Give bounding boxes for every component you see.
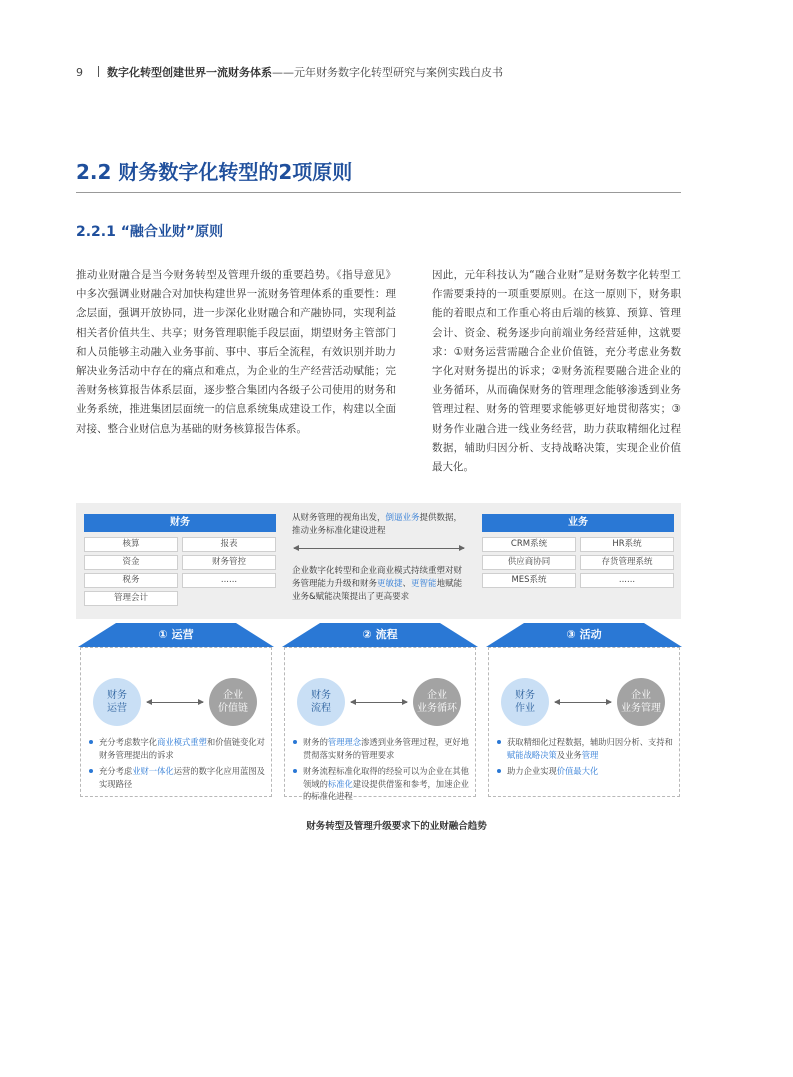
bullet-item bbox=[291, 765, 475, 803]
right-circle bbox=[209, 678, 257, 726]
double-arrow bbox=[555, 702, 611, 703]
bullet-text: 及业务 bbox=[556, 749, 582, 760]
header-title-bold: 数字化转型创建世界一流财务体系 bbox=[107, 66, 272, 79]
panel-body bbox=[80, 647, 272, 797]
panel-activity bbox=[486, 623, 682, 797]
bullet-highlight: 价值最大化 bbox=[556, 766, 599, 776]
bullet-item bbox=[291, 736, 475, 761]
bullet-highlight: 标准化 bbox=[327, 778, 353, 789]
finance-item: 报表 bbox=[182, 537, 276, 552]
bullet-list bbox=[87, 736, 271, 794]
bottom-flow-text-e: 地赋能业务&赋能决策提出了更高要求 bbox=[292, 579, 463, 602]
left-circle bbox=[501, 678, 549, 726]
top-flow-text-c: 提供数据，推动业务标准化建设进程 bbox=[292, 513, 463, 536]
circle-line: 作业 bbox=[515, 703, 535, 714]
bullet-text: 财务的 bbox=[303, 737, 328, 747]
right-circle bbox=[413, 678, 461, 726]
bullet-highlight: 管理 bbox=[581, 749, 599, 760]
panel-header-label: ② 流程 bbox=[362, 628, 398, 641]
bullet-text: 建设提供借鉴和参考，加速企业的标准化进程 bbox=[303, 778, 469, 801]
bullet-highlight: 管理理念 bbox=[327, 737, 362, 747]
page-number: 9 bbox=[76, 66, 83, 79]
bullet-item bbox=[495, 736, 679, 761]
left-circle bbox=[93, 678, 141, 726]
double-arrow bbox=[351, 702, 407, 703]
left-circle bbox=[297, 678, 345, 726]
circle-line: 价值链 bbox=[218, 703, 248, 714]
bullet-item bbox=[87, 736, 271, 761]
bullet-text: 充分考虑数字化 bbox=[99, 737, 158, 747]
circle-line: 财务 bbox=[107, 690, 127, 701]
section-rule bbox=[76, 192, 681, 193]
section-title: 2.2 财务数字化转型的2项原则 bbox=[76, 160, 353, 184]
top-flow-text bbox=[292, 512, 470, 538]
bullet-text: 运营的数字化应用蓝图及实现路径 bbox=[99, 766, 265, 789]
business-item: MES系统 bbox=[482, 573, 576, 588]
panel-header-label: ③ 活动 bbox=[566, 628, 602, 641]
bullet-highlight: 业财一体化 bbox=[132, 766, 174, 776]
double-arrow bbox=[147, 702, 203, 703]
header-divider bbox=[98, 66, 99, 77]
bottom-flow-text-highlight-2: 更智能 bbox=[411, 579, 437, 589]
circle-line: 财务 bbox=[515, 690, 535, 701]
bottom-flow-text-a: 企业数字化转型和企业商业模式持续重塑对财务管理能力升级和财务 bbox=[292, 566, 463, 589]
bullet-list bbox=[495, 736, 679, 782]
bullet-text: 助力企业实现 bbox=[507, 766, 557, 776]
figure-top-panel bbox=[76, 503, 681, 619]
circle-line: 业务管理 bbox=[621, 703, 661, 714]
bottom-flow-text bbox=[292, 565, 470, 604]
circle-line: 财务 bbox=[311, 690, 331, 701]
bullet-item bbox=[87, 765, 271, 790]
panel-process bbox=[282, 623, 478, 801]
bullet-item bbox=[495, 765, 679, 778]
bullet-highlight: 赋能战略决策 bbox=[507, 749, 557, 760]
panel-body bbox=[284, 647, 476, 801]
finance-item: ...... bbox=[182, 573, 276, 588]
bullet-text: 充分考虑 bbox=[99, 766, 133, 776]
finance-item: 核算 bbox=[84, 537, 178, 552]
circle-line: 企业 bbox=[223, 690, 243, 701]
panel-body bbox=[488, 647, 680, 797]
running-header bbox=[76, 64, 503, 80]
figure-caption: 财务转型及管理升级要求下的业财融合趋势 bbox=[306, 821, 487, 832]
body-paragraph-left: 推动业财融合是当今财务转型及管理升级的重要趋势。《指导意见》中多次强调业财融合对加快构建世界一流财务管理体系的重要性：理念层面，强调开放协同，进一步深化业财融合和产融协同，实现利益相关者价值共生、共享；财务管理职能手段层面，期望财务主管部门和人员能够主动融入业务事前、事中、事后全流程，有效识别并助力解决业务活动中存在的痛点和难点，为企业的生产经营活动赋能；完善财务核算报告体系层面，逐步整合集团内各级子公司使用的财务和业务系统，推进集团层面统一的信息系统集成建设工作，构建以全面对接、整合业财信息为基础的财务核算报告体系。 bbox=[76, 269, 396, 435]
body-paragraph-right: 因此，元年科技认为“融合业财”是财务数字化转型工作需要秉持的一项重要原则。在这一原则下，财务职能的着眼点和工作重心将由后端的核算、预算、管理会计、资金、税务逐步向前端业务经营延伸，这就要求：①财务运营需融合企业价值链，充分考虑业务数字化对财务提出的诉求；②财务流程要融合进企业的业务循环，从而确保财务的管理理念能够渗透到业务管理过程、财务的管理要求能够更好地贯彻落实；③财务作业融合进一线业务经营，助力获取精细化过程数据，辅助归因分析、支持战略决策，实现企业价值最大化。 bbox=[432, 269, 681, 474]
business-item: 存货管理系统 bbox=[580, 555, 674, 570]
business-item: 供应商协同 bbox=[482, 555, 576, 570]
bullet-text: 渗透到业务管理过程，更好地贯彻落实财务的管理要求 bbox=[303, 737, 469, 760]
circle-line: 企业 bbox=[631, 690, 651, 701]
top-flow-text-a: 从财务管理的视角出发， bbox=[292, 513, 386, 523]
circle-line: 流程 bbox=[311, 703, 331, 714]
circle-line: 业务循环 bbox=[417, 703, 457, 714]
finance-header: 财务 bbox=[84, 514, 276, 532]
business-item: ...... bbox=[580, 573, 674, 588]
circle-line: 运营 bbox=[107, 703, 127, 714]
bottom-flow-text-highlight-1: 更敏捷 bbox=[377, 579, 403, 589]
panel-header-label: ① 运营 bbox=[158, 628, 194, 641]
double-arrow bbox=[294, 548, 464, 549]
top-flow-text-highlight: 倒逼业务 bbox=[385, 513, 420, 523]
header-title-rest: ——元年财务数字化转型研究与案例实践白皮书 bbox=[272, 66, 503, 79]
business-item: CRM系统 bbox=[482, 537, 576, 552]
bullet-text: 和价值链变化对财务管理提出的诉求 bbox=[99, 737, 265, 760]
finance-item: 财务管控 bbox=[182, 555, 276, 570]
circle-line: 企业 bbox=[427, 690, 447, 701]
business-header: 业务 bbox=[482, 514, 674, 532]
finance-item: 管理会计 bbox=[84, 591, 178, 606]
right-circle bbox=[617, 678, 665, 726]
bullet-text: 财务流程标准化取得的经验可以为企业在其他领域的 bbox=[303, 766, 469, 789]
bullet-list bbox=[291, 736, 475, 807]
finance-item: 资金 bbox=[84, 555, 178, 570]
subsection-title: 2.2.1 “融合业财”原则 bbox=[76, 224, 224, 240]
business-item: HR系统 bbox=[580, 537, 674, 552]
bottom-flow-text-sep: 、 bbox=[402, 579, 412, 589]
bullet-text: 获取精细化过程数据，辅助归因分析、支持和 bbox=[507, 737, 673, 747]
bullet-highlight: 商业模式重塑 bbox=[157, 737, 207, 747]
finance-item: 税务 bbox=[84, 573, 178, 588]
panel-operations bbox=[78, 623, 274, 797]
